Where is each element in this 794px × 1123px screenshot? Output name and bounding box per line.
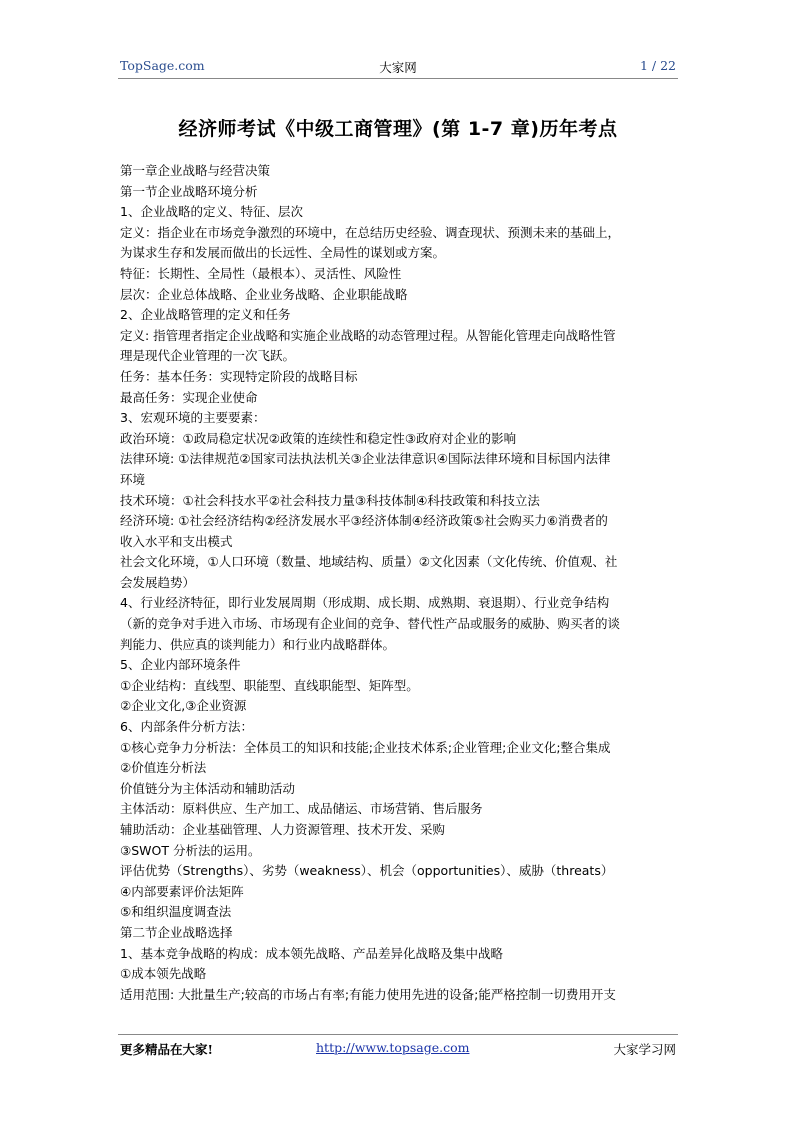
text-line: 价值链分为主体活动和辅助活动: [120, 780, 296, 796]
text-line: 3、宏观环境的主要要素：: [120, 410, 266, 426]
text-line: 为谋求生存和发展而做出的长远性、全局性的谋划或方案。: [120, 245, 446, 261]
text-line: 收入水平和支出模式: [120, 533, 233, 549]
text-line: 适用范围: 大批量生产;较高的市场占有率;有能力使用先进的设备;能严格控制一切费用开支: [120, 986, 616, 1002]
text-line: ②价值连分析法: [120, 760, 207, 776]
text-line: 第一章企业战略与经营决策: [120, 163, 271, 178]
text-line: 法律环境: ①法律规范②国家司法执法机关③企业法律意识④国际法律环境和目标国内法律: [120, 451, 611, 467]
text-line: 6、内部条件分析方法：: [120, 719, 253, 735]
footer-divider: [118, 1034, 678, 1035]
text-line: 最高任务：实现企业使命: [120, 389, 258, 405]
text-line: 1、企业战略的定义、特征、层次: [120, 204, 303, 220]
text-line: 辅助活动：企业基础管理、人力资源管理、技术开发、采购: [120, 822, 446, 837]
text-line: 政治环境：①政局稳定状况②政策的连续性和稳定性③政府对企业的影响: [120, 430, 517, 446]
text-line: 会发展趋势）: [120, 574, 196, 590]
text-line: 1、基本竞争战略的构成：成本领先战略、产品差异化战略及集中战略: [120, 945, 503, 961]
header-divider: [118, 78, 678, 79]
footer-site-name: 大家学习网: [613, 1042, 676, 1057]
text-line: ①核心竞争力分析法：全体员工的知识和技能;企业技术体系;企业管理;企业文化;整合集成: [120, 739, 611, 755]
text-line: 特征：长期性、全局性（最根本）、灵活性、风险性: [120, 265, 402, 281]
text-line: 理是现代企业管理的一次飞跃。: [120, 348, 296, 364]
document-body: [120, 161, 676, 1005]
document-title: 经济师考试《中级工商管理》(第 1-7 章)历年考点: [178, 118, 618, 140]
text-line: 经济环境: ①社会经济结构②经济发展水平③经济体制④经济政策⑤社会购买力⑥消费者的: [120, 513, 608, 529]
text-line: 判能力、供应真的谈判能力）和行业内战略群体。: [120, 636, 396, 652]
text-line: 定义: 指管理者指定企业战略和实施企业战略的动态管理过程。从智能化管理走向战略性管: [120, 327, 616, 343]
text-line: 评估优势（Strengths）、劣势（weakness）、机会（opportunities）、威胁（threats）: [120, 863, 614, 879]
footer-promo-text: 更多精品在大家!: [120, 1042, 213, 1057]
text-line: ④内部要素评价法矩阵: [120, 883, 244, 899]
text-line: ①成本领先战略: [120, 966, 207, 982]
header-center-text: 大家网: [379, 60, 417, 75]
text-line: 定义：指企业在市场竞争激烈的环境中，在总结历史经验、调查现状、预测未来的基础上，: [120, 224, 621, 240]
text-line: 4、行业经济特征，即行业发展周期（形成期、成长期、成熟期、衰退期）、行业竞争结构: [120, 595, 610, 611]
text-line: ③SWOT 分析法的运用。: [120, 842, 261, 858]
text-line: 第一节企业战略环境分析: [120, 183, 258, 199]
text-line: ①企业结构：直线型、职能型、直线职能型、矩阵型。: [120, 677, 419, 693]
page-header: [120, 58, 676, 76]
site-name[interactable]: TopSage.com: [120, 58, 205, 73]
text-line: 第二节企业战略选择: [120, 924, 233, 940]
text-line: （新的竞争对手进入市场、市场现有企业间的竞争、替代性产品或服务的威胁、购买者的谈: [120, 616, 621, 632]
text-line: ②企业文化,③企业资源: [120, 698, 247, 714]
footer-link[interactable]: http://www.topsage.com: [316, 1040, 470, 1055]
text-line: 环境: [120, 471, 146, 487]
text-line: 层次：企业总体战略、企业业务战略、企业职能战略: [120, 286, 408, 302]
page-number: 1 / 22: [639, 58, 676, 73]
text-line: 2、企业战略管理的定义和任务: [120, 307, 291, 323]
text-line: 5、企业内部环境条件: [120, 657, 241, 673]
text-line: 社会文化环境，①人口环境（数量、地域结构、质量）②文化因素（文化传统、价值观、社: [120, 554, 618, 570]
text-line: 任务：基本任务：实现特定阶段的战略目标: [120, 368, 358, 384]
text-line: ⑤和组织温度调查法: [120, 904, 232, 920]
text-line: 技术环境：①社会科技水平②社会科技力量③科技体制④科技政策和科技立法: [120, 492, 540, 508]
text-line: 主体活动：原料供应、生产加工、成品储运、市场营销、售后服务: [120, 801, 483, 817]
page-footer: [120, 1040, 676, 1058]
